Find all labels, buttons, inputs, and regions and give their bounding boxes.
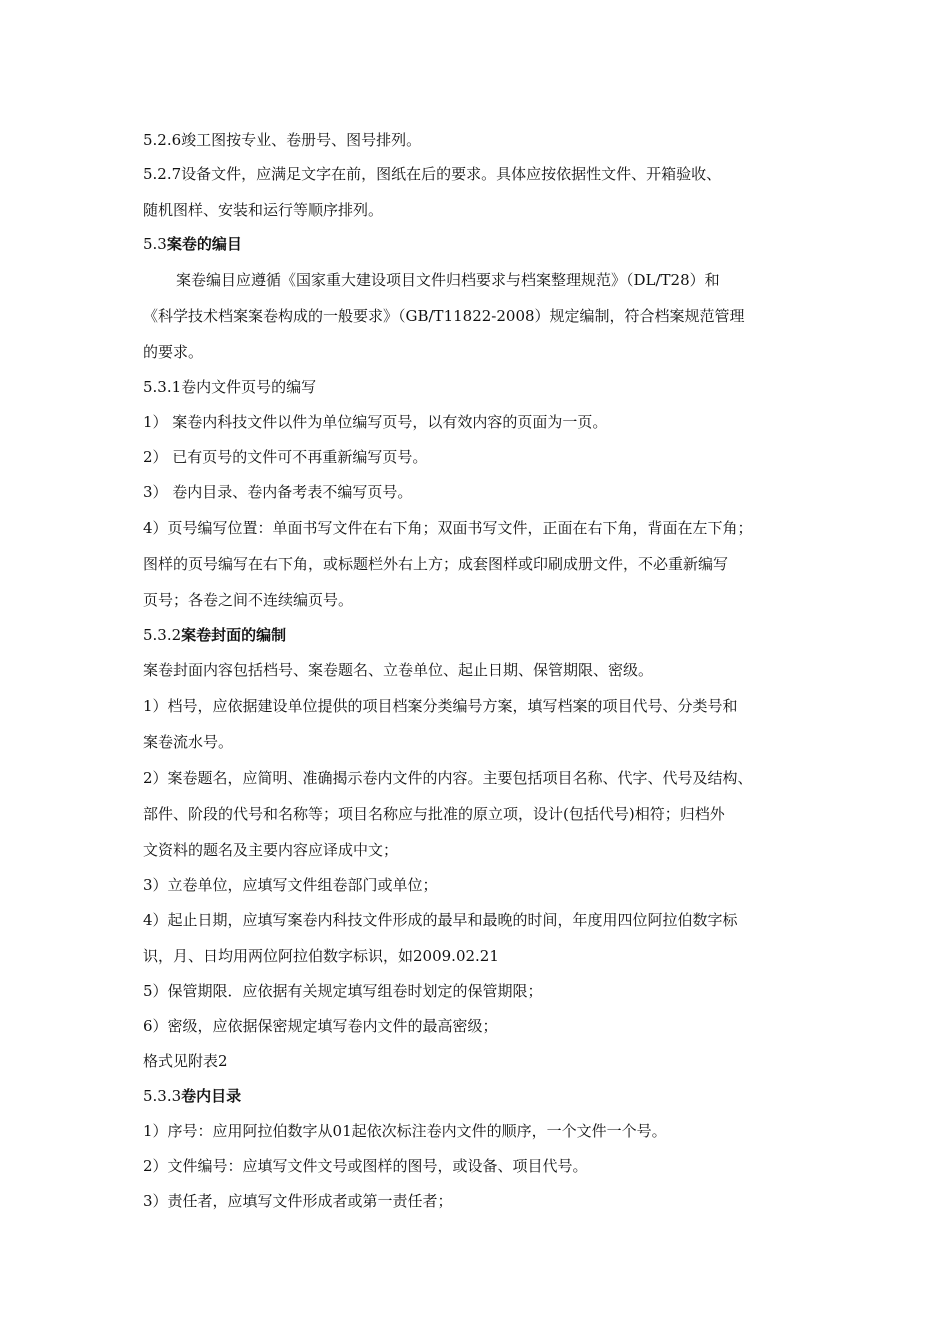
paragraph-line: 5.2.7设备文件，应满足文字在前，图纸在后的要求。具体应按依据性文件、开箱验收、 xyxy=(143,165,722,183)
list-item: 2） 已有页号的文件可不再重新编写页号。 xyxy=(143,448,428,466)
list-item: 5）保管期限．应依据有关规定填写组卷时划定的保管期限； xyxy=(143,982,543,1000)
list-item: 2）文件编号：应填写文件文号或图样的图号，或设备、项目代号。 xyxy=(143,1157,588,1175)
list-item: 1） 案卷内科技文件以件为单位编写页号，以有效内容的页面为一页。 xyxy=(143,413,608,431)
paragraph-line: 5.2.6竣工图按专业、卷册号、图号排列。 xyxy=(143,131,422,149)
list-item: 6）密级，应依据保密规定填写卷内文件的最高密级； xyxy=(143,1017,498,1035)
section-number: 5.3.3 xyxy=(143,1087,182,1105)
paragraph-line: 部件、阶段的代号和名称等；项目名称应与批准的原立项，设计(包括代号)相符；归档外 xyxy=(143,805,725,823)
section-title: 卷内目录 xyxy=(181,1087,242,1105)
paragraph-line: 格式见附表2 xyxy=(143,1052,228,1070)
paragraph-line: 随机图样、安装和运行等顺序排列。 xyxy=(143,201,384,219)
paragraph-line: 案卷流水号。 xyxy=(143,733,234,751)
paragraph-line: 页号；各卷之间不连续编页号。 xyxy=(143,591,354,609)
list-item: 4）页号编写位置：单面书写文件在右下角；双面书写文件，正面在右下角，背面在左下角； xyxy=(143,519,753,537)
paragraph-line: 5.3.1卷内文件页号的编写 xyxy=(143,378,317,396)
list-item: 3）立卷单位，应填写文件组卷部门或单位； xyxy=(143,876,438,894)
list-item: 4）起止日期，应填写案卷内科技文件形成的最早和最晚的时间，年度用四位阿拉伯数字标 xyxy=(143,911,738,929)
paragraph-line: 文资料的题名及主要内容应译成中文； xyxy=(143,841,399,859)
section-title: 案卷封面的编制 xyxy=(181,626,287,644)
list-item: 3）责任者，应填写文件形成者或第一责任者； xyxy=(143,1192,453,1210)
section-heading xyxy=(143,1086,241,1106)
list-item: 3） 卷内目录、卷内备考表不编写页号。 xyxy=(143,483,413,501)
section-heading xyxy=(143,625,286,645)
list-item: 1）序号：应用阿拉伯数字从01起依次标注卷内文件的顺序，一个文件一个号。 xyxy=(143,1122,667,1140)
paragraph-line: 案卷编目应遵循《国家重大建设项目文件归档要求与档案整理规范》（DL/T28）和 xyxy=(176,271,720,289)
paragraph-line: 《科学技术档案案卷构成的一般要求》（GB/T11822-2008）规定编制，符合档案规范管理 xyxy=(143,307,745,325)
paragraph-line: 识，月、日均用两位阿拉伯数字标识，如2009.02.21 xyxy=(143,947,499,965)
section-heading xyxy=(143,234,242,254)
paragraph-line: 图样的页号编写在右下角，或标题栏外右上方；成套图样或印刷成册文件，不必重新编写 xyxy=(143,555,729,573)
section-title: 案卷的编目 xyxy=(166,235,242,253)
section-number: 5.3.2 xyxy=(143,626,182,644)
paragraph-line: 案卷封面内容包括档号、案卷题名、立卷单位、起止日期、保管期限、密级。 xyxy=(143,661,654,679)
list-item: 2）案卷题名，应简明、准确揭示卷内文件的内容。主要包括项目名称、代字、代号及结构、 xyxy=(143,769,753,787)
section-number: 5.3 xyxy=(143,235,167,253)
paragraph-line: 的要求。 xyxy=(143,343,204,361)
list-item: 1）档号，应依据建设单位提供的项目档案分类编号方案，填写档案的项目代号、分类号和 xyxy=(143,697,738,715)
